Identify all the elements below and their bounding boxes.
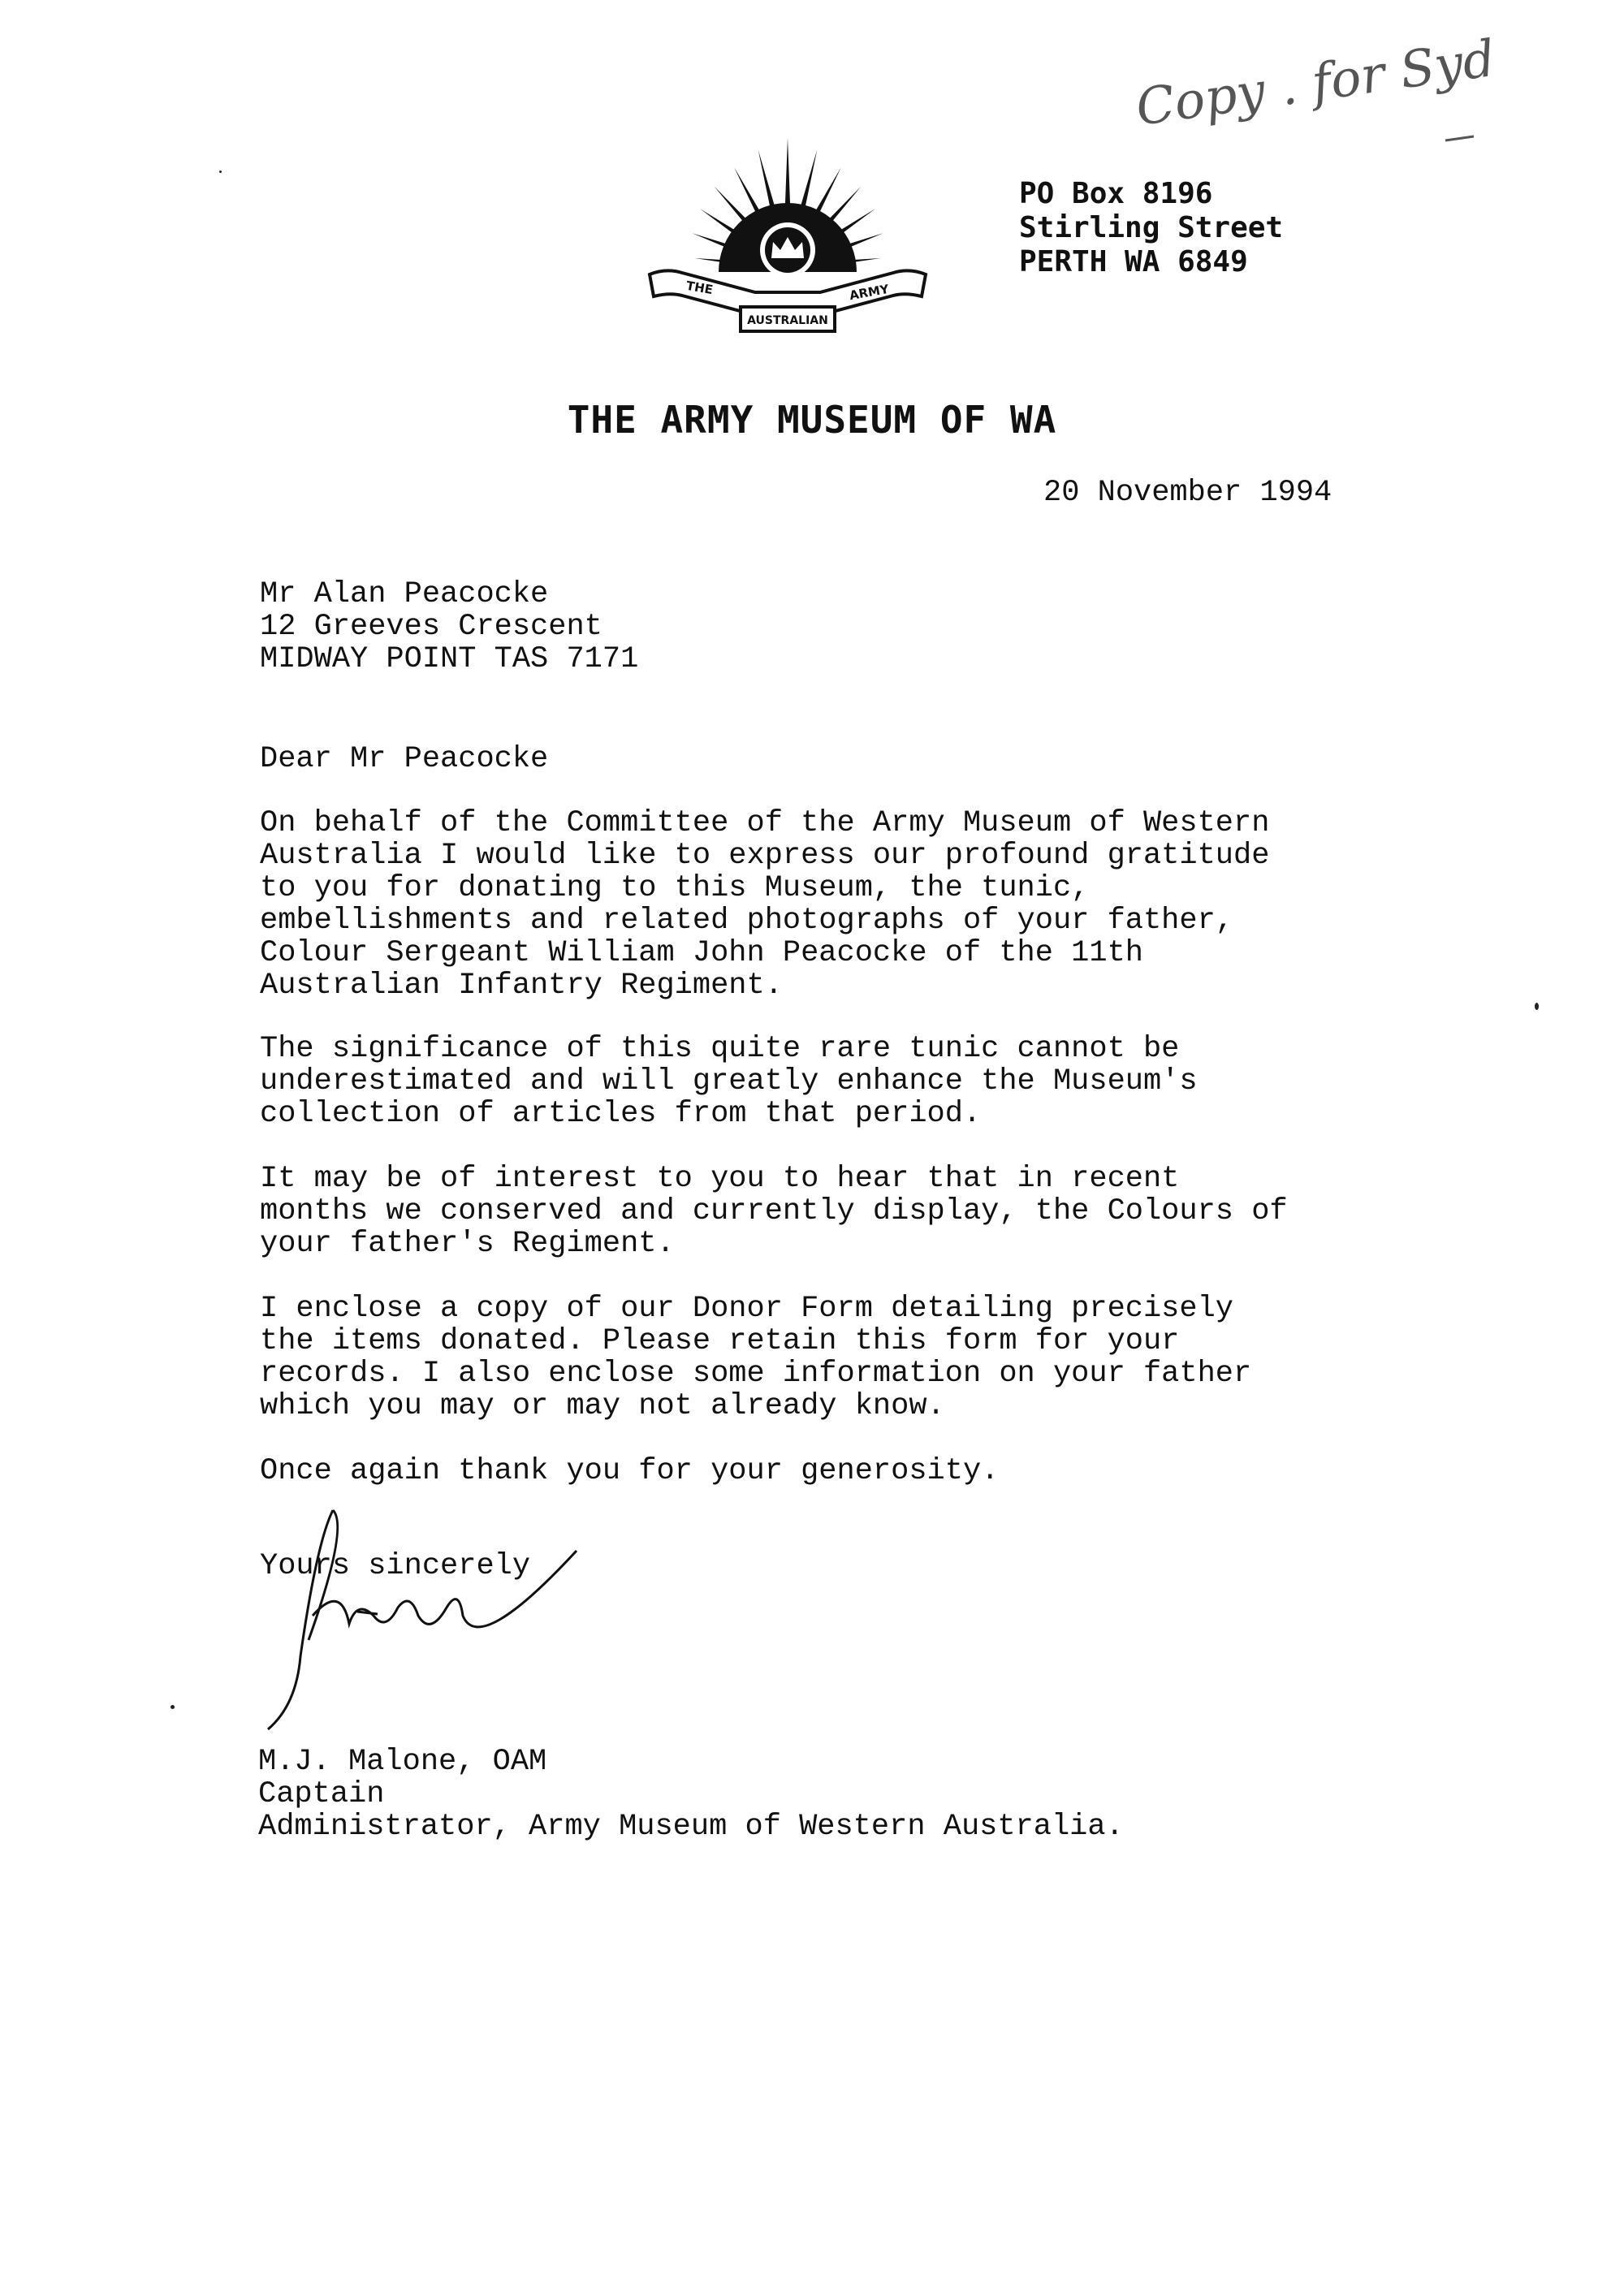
signer-rank: Captain [258, 1777, 385, 1811]
letterhead-title: THE ARMY MUSEUM OF WA [567, 398, 1057, 442]
letter-date: 20 November 1994 [1043, 476, 1332, 510]
text-line: It may be of interest to you to hear that in recent [260, 1162, 1180, 1196]
text-line: the items donated. Please retain this form for your [260, 1324, 1180, 1358]
crest-scroll-text: AUSTRALIAN [747, 314, 828, 327]
signer-block [258, 1746, 1124, 1843]
recipient-street: 12 Greeves Crescent [260, 610, 603, 644]
handwritten-note [1121, 23, 1575, 161]
signer-name: M.J. Malone, OAM [258, 1745, 547, 1779]
text-line: I enclose a copy of our Donor Form detailing precisely [260, 1292, 1233, 1326]
text-line: underestimated and will greatly enhance the Museum's [260, 1064, 1198, 1098]
signature [235, 1494, 593, 1737]
closing: Yours sincerely [260, 1549, 531, 1583]
recipient-address [260, 578, 638, 675]
text-line: records. I also enclose some information on your father [260, 1357, 1252, 1391]
text-line: Colour Sergeant William John Peacocke of the 11th [260, 936, 1143, 970]
handwritten-note-drawing [1121, 23, 1575, 161]
crest-ribbon-right: ARMY [848, 281, 891, 304]
text-line: collection of articles from that period. [260, 1097, 982, 1131]
recipient-name: Mr Alan Peacocke [260, 577, 549, 611]
address-line: PO Box 8196 [1019, 177, 1213, 210]
address-line: PERTH WA 6849 [1019, 245, 1248, 278]
text-line: Once again thank you for your generosity. [260, 1454, 1000, 1488]
text-line: On behalf of the Committee of the Army Museum of Western [260, 806, 1270, 840]
text-line: months we conserved and currently display, the Colours of [260, 1194, 1288, 1228]
salutation: Dear Mr Peacocke [260, 742, 549, 776]
text-line: which you may or may not already know. [260, 1389, 945, 1423]
paragraph-2 [260, 1033, 1198, 1130]
scan-speck [171, 1705, 175, 1709]
text-line: The significance of this quite rare tunic cannot be [260, 1032, 1180, 1066]
paragraph-3 [260, 1163, 1288, 1260]
paragraph-4 [260, 1293, 1251, 1422]
text-line: to you for donating to this Museum, the tunic, [260, 871, 1090, 905]
text-line: your father's Regiment. [260, 1227, 675, 1261]
signer-role: Administrator, Army Museum of Western Australia. [258, 1810, 1124, 1844]
rising-sun-crest-icon [641, 130, 934, 341]
crest-ribbon-left: THE [685, 278, 715, 298]
paragraph-1 [260, 807, 1269, 1002]
text-line: embellishments and related photographs of your father, [260, 904, 1233, 938]
recipient-city: MIDWAY POINT TAS 7171 [260, 642, 639, 676]
handwritten-note-text: Copy . for Syd [1132, 28, 1499, 138]
text-line: Australian Infantry Regiment. [260, 969, 783, 1003]
text-line: Australia I would like to express our profound gratitude [260, 839, 1270, 873]
scan-speck [1535, 1003, 1539, 1010]
address-line: Stirling Street [1019, 211, 1284, 244]
paragraph-5 [260, 1455, 999, 1487]
museum-address [1019, 177, 1283, 279]
scan-speck [219, 170, 222, 173]
